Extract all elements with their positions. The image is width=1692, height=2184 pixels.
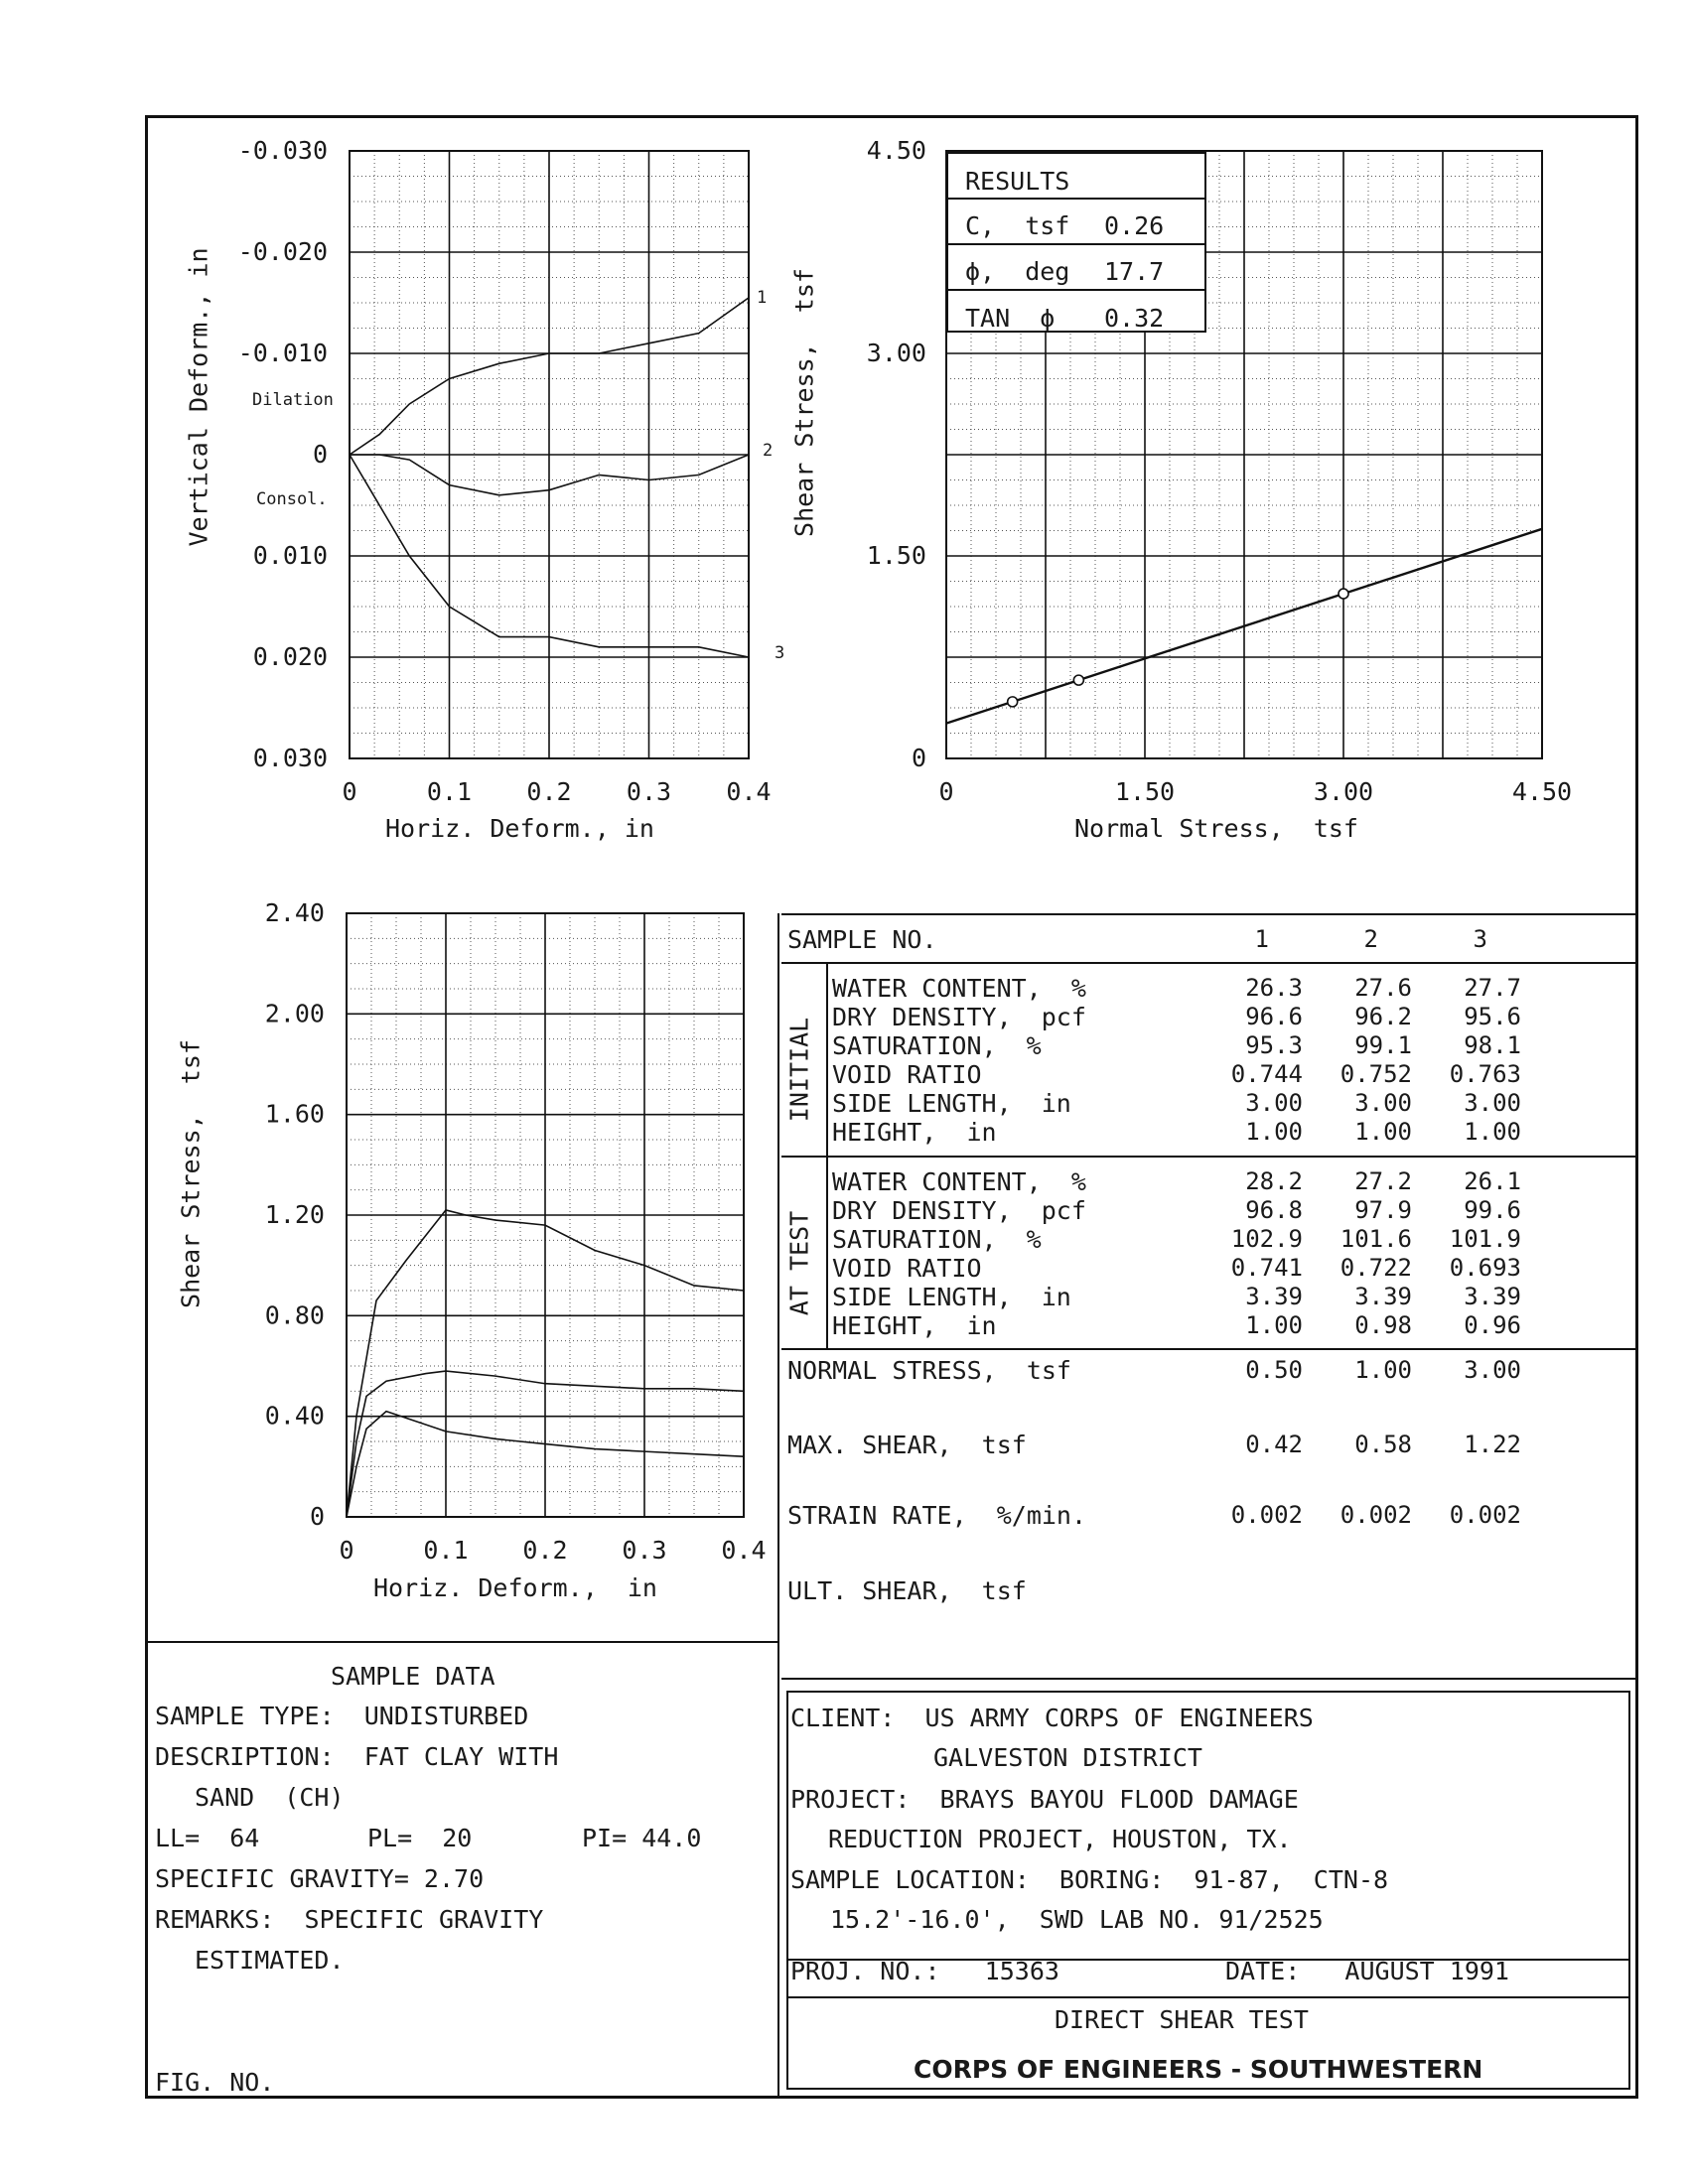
- sample-type: SAMPLE TYPE: UNDISTURBED: [155, 1702, 529, 1730]
- initial-row-value-1: 96.6: [1245, 1003, 1303, 1030]
- summary-row-value-3: 0.002: [1449, 1501, 1521, 1529]
- at-test-row-value-3: 99.6: [1464, 1196, 1521, 1224]
- summary-row-value-1: 0.002: [1230, 1501, 1303, 1529]
- fig-no: FIG. NO.: [155, 2068, 275, 2097]
- dilation-label: Dilation: [252, 390, 334, 410]
- c1-y-tick: -0.010: [237, 339, 328, 367]
- c1-x-tick: 0: [342, 777, 357, 806]
- chart1-xlabel: Horiz. Deform., in: [385, 814, 654, 843]
- initial-row-value-2: 3.00: [1354, 1089, 1412, 1117]
- initial-row-value-3: 95.6: [1464, 1003, 1521, 1030]
- summary-row-label: NORMAL STRESS, tsf: [787, 1356, 1071, 1385]
- c2-x-tick: 4.50: [1511, 777, 1573, 806]
- at-test-row-label: VOID RATIO: [832, 1254, 982, 1283]
- initial-row-value-1: 95.3: [1245, 1031, 1303, 1059]
- project-line-1: PROJECT: BRAYS BAYOU FLOOD DAMAGE: [790, 1785, 1299, 1814]
- c3-y-tick: 1.60: [264, 1099, 325, 1129]
- client-line-1: CLIENT: US ARMY CORPS OF ENGINEERS: [790, 1704, 1314, 1732]
- initial-row-label: VOID RATIO: [832, 1060, 982, 1089]
- summary-row-label: STRAIN RATE, %/min.: [787, 1501, 1087, 1530]
- at-test-row-label: SATURATION, %: [832, 1225, 1042, 1254]
- at-test-row-value-1: 0.741: [1230, 1254, 1303, 1282]
- results-title: RESULTS: [965, 167, 1070, 196]
- summary-row-value-1: 0.42: [1245, 1431, 1303, 1458]
- summary-row-value-2: 0.58: [1354, 1431, 1412, 1458]
- table-header-label: SAMPLE NO.: [787, 925, 937, 954]
- initial-row-value-2: 27.6: [1354, 974, 1412, 1002]
- initial-row-value-3: 98.1: [1464, 1031, 1521, 1059]
- summary-row-label: ULT. SHEAR, tsf: [787, 1576, 1027, 1605]
- initial-row-value-3: 27.7: [1464, 974, 1521, 1002]
- c3-x-tick: 0.4: [721, 1536, 767, 1565]
- summary-row-value-3: 3.00: [1464, 1356, 1521, 1384]
- table-header-col-2: 2: [1363, 925, 1378, 953]
- c1-x-tick: 0.2: [526, 777, 572, 806]
- table-header-col-1: 1: [1254, 925, 1269, 953]
- initial-row-label: SIDE LENGTH, in: [832, 1089, 1071, 1118]
- c2-point: [1008, 697, 1018, 707]
- summary-row-value-3: 1.22: [1464, 1431, 1521, 1458]
- at-test-row-value-3: 0.693: [1449, 1254, 1521, 1282]
- c1-y-tick: 0.020: [252, 642, 328, 671]
- at-test-row-value-1: 3.39: [1245, 1283, 1303, 1310]
- c1-y-tick: 0: [312, 440, 328, 469]
- chart3-xlabel: Horiz. Deform., in: [373, 1573, 657, 1602]
- c2-x-tick: 0: [938, 777, 954, 806]
- c3-y-tick: 0: [309, 1502, 325, 1531]
- c3-y-tick: 0.80: [264, 1300, 325, 1330]
- initial-row-value-2: 0.752: [1340, 1060, 1412, 1088]
- c1-x-tick: 0.4: [726, 777, 772, 806]
- at-test-row-value-2: 101.6: [1340, 1225, 1412, 1253]
- initial-row-value-1: 3.00: [1245, 1089, 1303, 1117]
- at-test-row-value-1: 102.9: [1230, 1225, 1303, 1253]
- c2-point: [1339, 589, 1348, 599]
- at-test-row-value-3: 0.96: [1464, 1311, 1521, 1339]
- at-test-section-label: AT TEST: [784, 1210, 814, 1316]
- initial-section-label: INITIAL: [784, 1017, 814, 1123]
- sample-data-title: SAMPLE DATA: [331, 1662, 495, 1691]
- initial-row-value-1: 1.00: [1245, 1118, 1303, 1146]
- table-header-col-3: 3: [1473, 925, 1487, 953]
- c1-y-tick: -0.030: [237, 136, 328, 165]
- initial-row-label: WATER CONTENT, %: [832, 974, 1086, 1003]
- at-test-row-label: SIDE LENGTH, in: [832, 1283, 1071, 1311]
- c2-y-tick: 4.50: [866, 136, 926, 165]
- at-test-row-value-3: 101.9: [1449, 1225, 1521, 1253]
- initial-row-label: HEIGHT, in: [832, 1118, 997, 1147]
- c2-x-tick: 1.50: [1114, 777, 1176, 806]
- at-test-row-value-2: 27.2: [1354, 1167, 1412, 1195]
- project-line-2: REDUCTION PROJECT, HOUSTON, TX.: [828, 1825, 1292, 1853]
- summary-row-value-2: 0.002: [1340, 1501, 1412, 1529]
- curve-label-1: 1: [757, 288, 768, 308]
- results-tan-label: TAN ϕ: [965, 304, 1056, 333]
- sample-description-2: SAND (CH): [195, 1783, 345, 1812]
- at-test-row-value-1: 1.00: [1245, 1311, 1303, 1339]
- at-test-row-value-2: 3.39: [1354, 1283, 1412, 1310]
- results-tan-value: 0.32: [1104, 304, 1165, 333]
- organization-name: CORPS OF ENGINEERS - SOUTHWESTERN: [914, 2055, 1483, 2084]
- summary-row-value-2: 1.00: [1354, 1356, 1412, 1384]
- results-c-value: 0.26: [1104, 211, 1165, 240]
- c1-y-tick: -0.020: [237, 237, 328, 266]
- chart2-ylabel: Shear Stress, tsf: [789, 268, 819, 537]
- at-test-row-value-1: 28.2: [1245, 1167, 1303, 1195]
- c1-x-tick: 0.3: [626, 777, 672, 806]
- initial-row-value-3: 1.00: [1464, 1118, 1521, 1146]
- c2-y-tick: 1.50: [866, 541, 926, 570]
- summary-row-value-1: 0.50: [1245, 1356, 1303, 1384]
- initial-row-value-2: 1.00: [1354, 1118, 1412, 1146]
- results-c-label: C, tsf: [965, 211, 1070, 240]
- at-test-row-label: HEIGHT, in: [832, 1311, 997, 1340]
- initial-row-value-3: 3.00: [1464, 1089, 1521, 1117]
- remarks-1: REMARKS: SPECIFIC GRAVITY: [155, 1905, 544, 1934]
- liquid-limit: LL= 64: [155, 1824, 260, 1852]
- curve-label-3: 3: [775, 643, 785, 663]
- test-name: DIRECT SHEAR TEST: [1055, 2005, 1309, 2034]
- initial-row-label: DRY DENSITY, pcf: [832, 1003, 1086, 1031]
- at-test-row-value-3: 3.39: [1464, 1283, 1521, 1310]
- chart3-ylabel: Shear Stress, tsf: [176, 1039, 206, 1308]
- remarks-2: ESTIMATED.: [195, 1946, 345, 1975]
- at-test-row-label: DRY DENSITY, pcf: [832, 1196, 1086, 1225]
- c2-y-tick: 0: [911, 744, 926, 772]
- initial-row-value-1: 0.744: [1230, 1060, 1303, 1088]
- at-test-row-value-2: 97.9: [1354, 1196, 1412, 1224]
- chart2-xlabel: Normal Stress, tsf: [1074, 814, 1358, 843]
- initial-row-value-2: 96.2: [1354, 1003, 1412, 1030]
- initial-row-value-1: 26.3: [1245, 974, 1303, 1002]
- at-test-row-value-2: 0.98: [1354, 1311, 1412, 1339]
- at-test-row-label: WATER CONTENT, %: [832, 1167, 1086, 1196]
- c3-x-tick: 0.1: [423, 1536, 469, 1565]
- c3-x-tick: 0: [339, 1536, 354, 1565]
- curve-label-2: 2: [763, 441, 774, 461]
- vertical-separator: [777, 913, 779, 2096]
- sample-description-1: DESCRIPTION: FAT CLAY WITH: [155, 1742, 559, 1771]
- c3-y-tick: 2.40: [264, 898, 325, 927]
- initial-row-value-3: 0.763: [1449, 1060, 1521, 1088]
- location-line-1: SAMPLE LOCATION: BORING: 91-87, CTN-8: [790, 1865, 1389, 1894]
- c2-y-tick: 3.00: [866, 339, 926, 367]
- c3-x-tick: 0.2: [522, 1536, 568, 1565]
- c2-point: [1073, 675, 1083, 685]
- c3-y-tick: 2.00: [264, 999, 325, 1028]
- consol-label: Consol.: [256, 489, 328, 509]
- c2-x-tick: 3.00: [1313, 777, 1374, 806]
- at-test-row-value-3: 26.1: [1464, 1167, 1521, 1195]
- c1-y-tick: 0.030: [252, 744, 328, 772]
- chart1-ylabel: Vertical Deform., in: [184, 247, 213, 547]
- mid-left-separator: [148, 1641, 777, 1643]
- project-number: PROJ. NO.: 15363: [790, 1957, 1059, 1985]
- summary-row-label: MAX. SHEAR, tsf: [787, 1431, 1027, 1459]
- at-test-row-value-2: 0.722: [1340, 1254, 1412, 1282]
- specific-gravity: SPECIFIC GRAVITY= 2.70: [155, 1864, 485, 1893]
- c3-x-tick: 0.3: [622, 1536, 667, 1565]
- initial-row-value-2: 99.1: [1354, 1031, 1412, 1059]
- client-line-2: GALVESTON DISTRICT: [933, 1743, 1202, 1772]
- c3-y-tick: 0.40: [264, 1401, 325, 1431]
- c1-y-tick: 0.010: [252, 541, 328, 570]
- plasticity-index: PI= 44.0: [582, 1824, 702, 1852]
- c3-y-tick: 1.20: [264, 1200, 325, 1229]
- report-date: DATE: AUGUST 1991: [1225, 1957, 1509, 1985]
- results-phi-value: 17.7: [1104, 257, 1165, 286]
- initial-row-label: SATURATION, %: [832, 1031, 1042, 1060]
- results-phi-label: ϕ, deg: [965, 257, 1070, 286]
- at-test-row-value-1: 96.8: [1245, 1196, 1303, 1224]
- c1-x-tick: 0.1: [426, 777, 473, 806]
- location-line-2: 15.2'-16.0', SWD LAB NO. 91/2525: [830, 1905, 1324, 1934]
- plastic-limit: PL= 20: [367, 1824, 473, 1852]
